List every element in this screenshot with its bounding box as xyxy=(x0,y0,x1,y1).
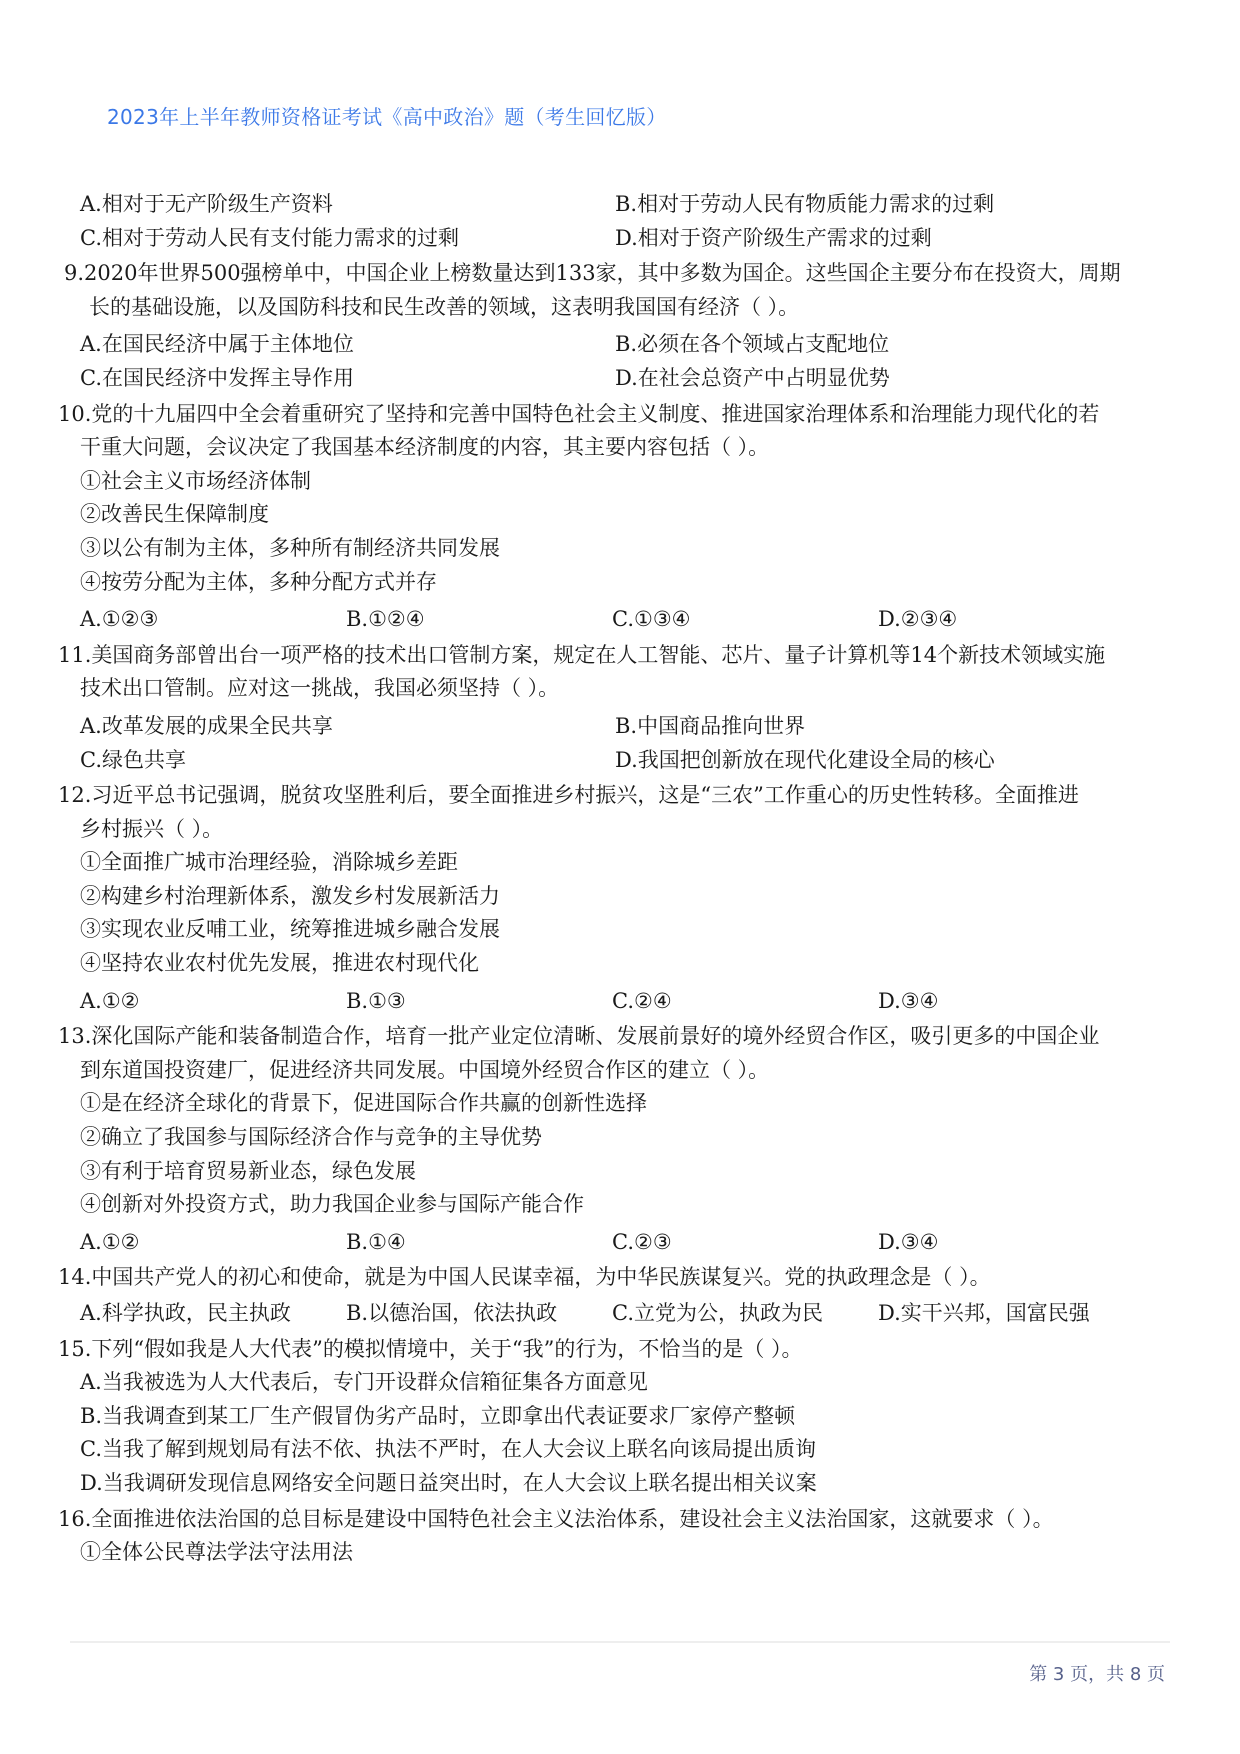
statement-4: ④按劳分配为主体，多种分配方式并存 xyxy=(80,569,437,594)
question-stem: 干重大问题，会议决定了我国基本经济制度的内容，其主要内容包括（ ）。 xyxy=(80,435,770,460)
question-11 xyxy=(58,639,1158,777)
options-row xyxy=(58,328,1158,362)
options-row xyxy=(58,1297,1158,1331)
page-title: 2023年上半年教师资格证考试《高中政治》题（考生回忆版） xyxy=(107,105,667,129)
option-a: A.①②③ xyxy=(80,607,159,632)
option-d: D.②③④ xyxy=(878,607,958,632)
statement-1: ①是在经济全球化的背景下，促进国际合作共赢的创新性选择 xyxy=(80,1091,647,1116)
option-8-d: D.相对于资产阶级生产需求的过剩 xyxy=(615,225,932,250)
question-stem: 12.习近平总书记强调，脱贫攻坚胜利后，要全面推进乡村振兴，这是“三农”工作重心的历史性转移。全面推进 xyxy=(58,783,1079,808)
question-stem: 乡村振兴（ ）。 xyxy=(80,816,224,841)
option-a: A.科学执政，民主执政 xyxy=(80,1301,291,1325)
option-d: D.③④ xyxy=(878,988,939,1013)
option-a: A.改革发展的成果全民共享 xyxy=(80,713,333,738)
question-stem: 技术出口管制。应对这一挑战，我国必须坚持（ ）。 xyxy=(80,676,560,701)
option-b: B.①②④ xyxy=(346,607,425,632)
option-b: B.必须在各个领域占支配地位 xyxy=(615,332,890,357)
option-a: A.当我被选为人大代表后，专门开设群众信箱征集各方面意见 xyxy=(80,1370,648,1395)
option-c: C.在国民经济中发挥主导作用 xyxy=(80,365,354,390)
option-d: D.当我调研发现信息网络安全问题日益突出时，在人大会议上联名提出相关议案 xyxy=(80,1470,817,1495)
option-b: B.①④ xyxy=(346,1229,406,1254)
option-c: C.立党为公，执政为民 xyxy=(612,1301,823,1325)
options-row xyxy=(58,603,1158,637)
question-stem: 16.全面推进依法治国的总目标是建设中国特色社会主义法治体系，建设社会主义法治国家，这就要求（ ）。 xyxy=(58,1506,1054,1531)
option-c: C.②④ xyxy=(612,988,672,1013)
question-13 xyxy=(58,1020,1158,1259)
options-row xyxy=(58,985,1158,1019)
statement-2: ②改善民生保障制度 xyxy=(80,502,269,527)
options-row xyxy=(58,744,1158,778)
question-14 xyxy=(58,1261,1158,1330)
option-a: A.①② xyxy=(80,1229,140,1254)
question-8-options-row-2 xyxy=(58,222,1158,256)
statement-2: ②构建乡村治理新体系，激发乡村发展新活力 xyxy=(80,883,500,908)
options-row xyxy=(58,710,1158,744)
option-a: A.在国民经济中属于主体地位 xyxy=(80,332,354,357)
question-stem: 15.下列“假如我是人大代表”的模拟情境中，关于“我”的行为，不恰当的是（ ）。 xyxy=(58,1336,803,1361)
option-d: D.③④ xyxy=(878,1229,939,1254)
question-10 xyxy=(58,398,1158,637)
page-indicator: 第 3 页，共 8 页 xyxy=(1029,1664,1165,1685)
question-stem: 11.美国商务部曾出台一项严格的技术出口管制方案，规定在人工智能、芯片、量子计算机等14个新技术领域实施 xyxy=(58,642,1106,667)
question-stem: 9.2020年世界500强榜单中，中国企业上榜数量达到133家，其中多数为国企。这些国企主要分布在投资大，周期 xyxy=(64,261,1121,286)
statement-2: ②确立了我国参与国际经济合作与竞争的主导优势 xyxy=(80,1125,542,1150)
statement-1: ①全面推广城市治理经验，消除城乡差距 xyxy=(80,850,458,875)
question-stem: 10.党的十九届四中全会着重研究了坚持和完善中国特色社会主义制度、推进国家治理体系和治理能力现代化的若 xyxy=(58,401,1100,426)
options-row xyxy=(58,362,1158,396)
option-c: C.①③④ xyxy=(612,607,691,632)
question-stem: 到东道国投资建厂，促进经济共同发展。中国境外经贸合作区的建立（ ）。 xyxy=(80,1057,770,1082)
question-12 xyxy=(58,779,1158,1018)
statement-3: ③实现农业反哺工业，统筹推进城乡融合发展 xyxy=(80,917,500,942)
statement-4: ④创新对外投资方式，助力我国企业参与国际产能合作 xyxy=(80,1192,584,1217)
option-d: D.实干兴邦，国富民强 xyxy=(878,1301,1090,1325)
option-d: D.我国把创新放在现代化建设全局的核心 xyxy=(615,747,995,772)
option-b: B.当我调查到某工厂生产假冒伪劣产品时，立即拿出代表证要求厂家停产整顿 xyxy=(80,1403,796,1428)
option-c: C.②③ xyxy=(612,1229,672,1254)
footer-divider xyxy=(70,1641,1170,1643)
option-c: C.当我了解到规划局有法不依、执法不严时，在人大会议上联名向该局提出质询 xyxy=(80,1437,816,1462)
question-8-options-row-1 xyxy=(58,188,1158,222)
question-9 xyxy=(58,257,1158,395)
option-c: C.绿色共享 xyxy=(80,747,186,772)
option-d: D.在社会总资产中占明显优势 xyxy=(615,365,890,390)
option-a: A.①② xyxy=(80,988,140,1013)
question-stem: 长的基础设施，以及国防科技和民生改善的领域，这表明我国国有经济（ ）。 xyxy=(89,294,800,319)
statement-1: ①全体公民尊法学法守法用法 xyxy=(80,1540,353,1565)
statement-3: ③以公有制为主体，多种所有制经济共同发展 xyxy=(80,535,500,560)
question-stem: 14.中国共产党人的初心和使命，就是为中国人民谋幸福，为中华民族谋复兴。党的执政理念是（ ）。 xyxy=(58,1265,991,1290)
statement-4: ④坚持农业农村优先发展，推进农村现代化 xyxy=(80,951,479,976)
option-8-a: A.相对于无产阶级生产资料 xyxy=(80,192,333,216)
option-b: B.①③ xyxy=(346,988,406,1013)
question-15 xyxy=(58,1333,1158,1501)
question-16 xyxy=(58,1503,1158,1570)
option-b: B.中国商品推向世界 xyxy=(615,713,806,738)
statement-3: ③有利于培育贸易新业态，绿色发展 xyxy=(80,1158,416,1183)
option-8-b: B.相对于劳动人民有物质能力需求的过剩 xyxy=(615,192,995,216)
option-8-c: C.相对于劳动人民有支付能力需求的过剩 xyxy=(80,225,459,250)
exam-content xyxy=(58,188,1158,1570)
options-row xyxy=(58,1226,1158,1260)
statement-1: ①社会主义市场经济体制 xyxy=(80,468,311,493)
question-stem: 13.深化国际产能和装备制造合作，培育一批产业定位清晰、发展前景好的境外经贸合作区，吸引更多的中国企业 xyxy=(58,1024,1100,1049)
option-b: B.以德治国，依法执政 xyxy=(346,1301,558,1325)
